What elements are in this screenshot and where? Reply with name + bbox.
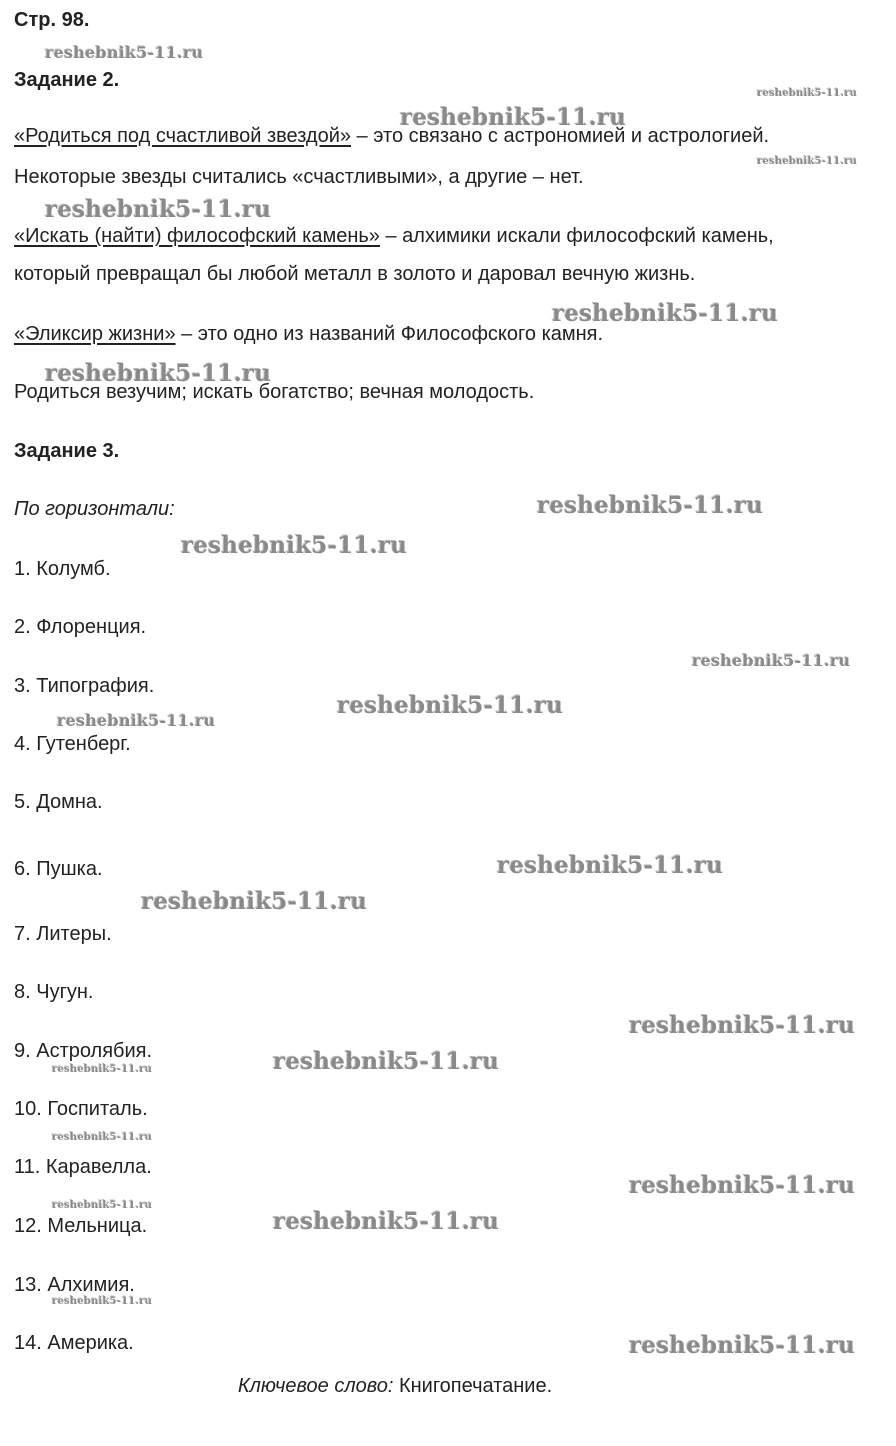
keyword-value: Книгопечатание. <box>393 1375 553 1397</box>
answer-item: 13. Алхимия. <box>14 1274 135 1296</box>
answer-item: 3. Типография. <box>14 675 155 697</box>
answer-item: 4. Гутенберг. <box>14 733 131 755</box>
watermark: reshebnik5-11.ru <box>273 1208 500 1235</box>
watermark: reshebnik5-11.ru <box>45 43 204 62</box>
answer-item: 2. Флоренция. <box>14 616 147 638</box>
task-2-paragraph-2-continued: который превращал бы любой металл в золото и даровал вечную жизнь. <box>14 263 696 285</box>
idiom-elixir-of-life: «Эликсир жизни» <box>14 323 176 345</box>
answer-item: 10. Госпиталь. <box>14 1098 148 1120</box>
watermark: reshebnik5-11.ru <box>181 532 408 559</box>
task-3-subtitle: По горизонтали: <box>14 498 175 520</box>
watermark: reshebnik5-11.ru <box>57 711 216 730</box>
watermark: reshebnik5-11.ru <box>692 651 851 670</box>
watermark: reshebnik5-11.ru <box>45 360 272 387</box>
keyword-label: Ключевое слово: <box>237 1375 394 1397</box>
idiom-elixir-of-life-explanation: – это одно из названий Философского камня. <box>175 323 604 345</box>
idiom-lucky-star-explanation: – это связано с астрономией и астрологией. <box>351 125 770 147</box>
idiom-lucky-star: «Родиться под счастливой звездой» <box>14 125 352 147</box>
task-2-paragraph-1 <box>14 124 769 148</box>
task-3-title: Задание 3. <box>14 440 120 462</box>
watermark: reshebnik5-11.ru <box>52 1200 153 1211</box>
answer-item: 1. Колумб. <box>14 558 111 580</box>
task-2-paragraph-1-continued: Некоторые звезды считались «счастливыми», а другие – нет. <box>14 166 584 188</box>
watermark: reshebnik5-11.ru <box>629 1012 856 1039</box>
watermark: reshebnik5-11.ru <box>141 888 368 915</box>
page-number: Стр. 98. <box>14 9 90 31</box>
answer-item: 9. Астролябия. <box>14 1040 153 1062</box>
answer-item: 6. Пушка. <box>14 858 103 880</box>
watermark: reshebnik5-11.ru <box>273 1048 500 1075</box>
watermark: reshebnik5-11.ru <box>537 492 764 519</box>
answer-item: 14. Америка. <box>14 1332 134 1354</box>
watermark: reshebnik5-11.ru <box>497 852 724 879</box>
answer-item: 5. Домна. <box>14 791 103 813</box>
answer-item: 8. Чугун. <box>14 981 94 1003</box>
keyword-line <box>0 1374 790 1398</box>
answer-item: 11. Каравелла. <box>14 1156 152 1178</box>
watermark: reshebnik5-11.ru <box>552 300 779 327</box>
watermark: reshebnik5-11.ru <box>400 104 627 131</box>
watermark: reshebnik5-11.ru <box>52 1296 153 1307</box>
task-2-paragraph-4: Родиться везучим; искать богатство; вечная молодость. <box>14 381 535 403</box>
watermark: reshebnik5-11.ru <box>52 1064 153 1075</box>
answer-item: 12. Мельница. <box>14 1215 148 1237</box>
answer-item: 7. Литеры. <box>14 923 112 945</box>
task-2-paragraph-2 <box>14 224 774 248</box>
watermark: reshebnik5-11.ru <box>45 196 272 223</box>
watermark: reshebnik5-11.ru <box>337 692 564 719</box>
watermark: reshebnik5-11.ru <box>52 1132 153 1143</box>
task-2-title: Задание 2. <box>14 69 120 91</box>
watermark: reshebnik5-11.ru <box>757 88 858 99</box>
task-2-paragraph-3 <box>14 322 603 346</box>
watermark: reshebnik5-11.ru <box>629 1172 856 1199</box>
idiom-philosophers-stone-explanation: – алхимики искали философский камень, <box>379 225 774 247</box>
idiom-philosophers-stone: «Искать (найти) философский камень» <box>14 225 380 247</box>
watermark: reshebnik5-11.ru <box>629 1332 856 1359</box>
watermark: reshebnik5-11.ru <box>757 156 858 167</box>
